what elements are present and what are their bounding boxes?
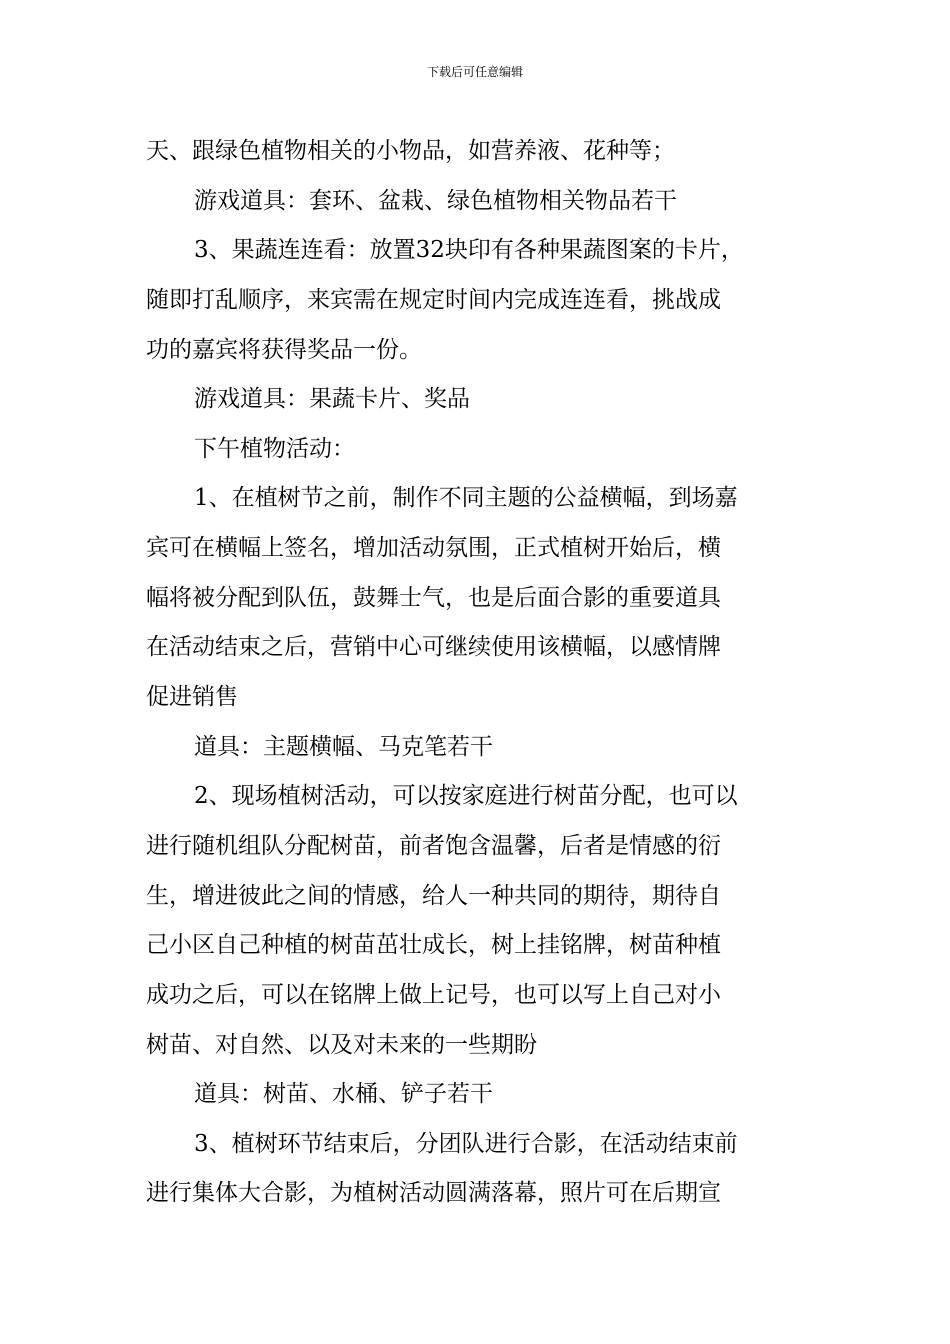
text-line: 1、在植树节之前，制作不同主题的公益横幅，到场嘉 [194, 485, 738, 512]
text-line: 己小区自己种植的树苗茁壮成长，树上挂铭牌，树苗种植 [146, 932, 721, 959]
text-line: 功的嘉宾将获得奖品一份。 [146, 336, 422, 363]
text-line: 2、现场植树活动，可以按家庭进行树苗分配，也可以 [194, 783, 738, 810]
text-line: 在活动结束之后，营销中心可继续使用该横幅，以感情牌 [146, 634, 721, 661]
text-line: 3、植树环节结束后，分团队进行合影，在活动结束前 [194, 1130, 738, 1157]
text-line: 促进销售 [146, 684, 238, 711]
text-line: 游戏道具：套环、盆栽、绿色植物相关物品若干 [194, 187, 677, 214]
text-line: 进行随机组队分配树苗，前者饱含温馨，后者是情感的衍 [146, 832, 721, 859]
section-heading: 下午植物活动： [194, 435, 355, 462]
text-line: 随即打乱顺序，来宾需在规定时间内完成连连看，挑战成 [146, 286, 721, 313]
text-line: 幅将被分配到队伍，鼓舞士气，也是后面合影的重要道具 [146, 584, 721, 611]
page-header: 下载后可任意编辑 [426, 65, 523, 79]
text-line: 宾可在横幅上签名，增加活动氛围，正式植树开始后，横 [146, 535, 721, 562]
text-line: 道具：树苗、水桶、铲子若干 [194, 1081, 493, 1108]
text-line: 天、跟绿色植物相关的小物品，如营养液、花种等； [146, 138, 675, 164]
text-line: 成功之后，可以在铭牌上做上记号，也可以写上自己对小 [146, 981, 721, 1008]
text-line: 游戏道具：果蔬卡片、奖品 [194, 386, 470, 413]
text-line: 道具：主题横幅、马克笔若干 [194, 733, 493, 760]
document-body [146, 127, 814, 1219]
text-line: 进行集体大合影，为植树活动圆满落幕，照片可在后期宣 [146, 1180, 721, 1207]
text-line: 生，增进彼此之间的情感，给人一种共同的期待，期待自 [146, 882, 721, 909]
text-line: 3、果蔬连连看：放置32块印有各种果蔬图案的卡片， [194, 237, 744, 264]
text-line: 树苗、对自然、以及对未来的一些期盼 [146, 1031, 537, 1058]
